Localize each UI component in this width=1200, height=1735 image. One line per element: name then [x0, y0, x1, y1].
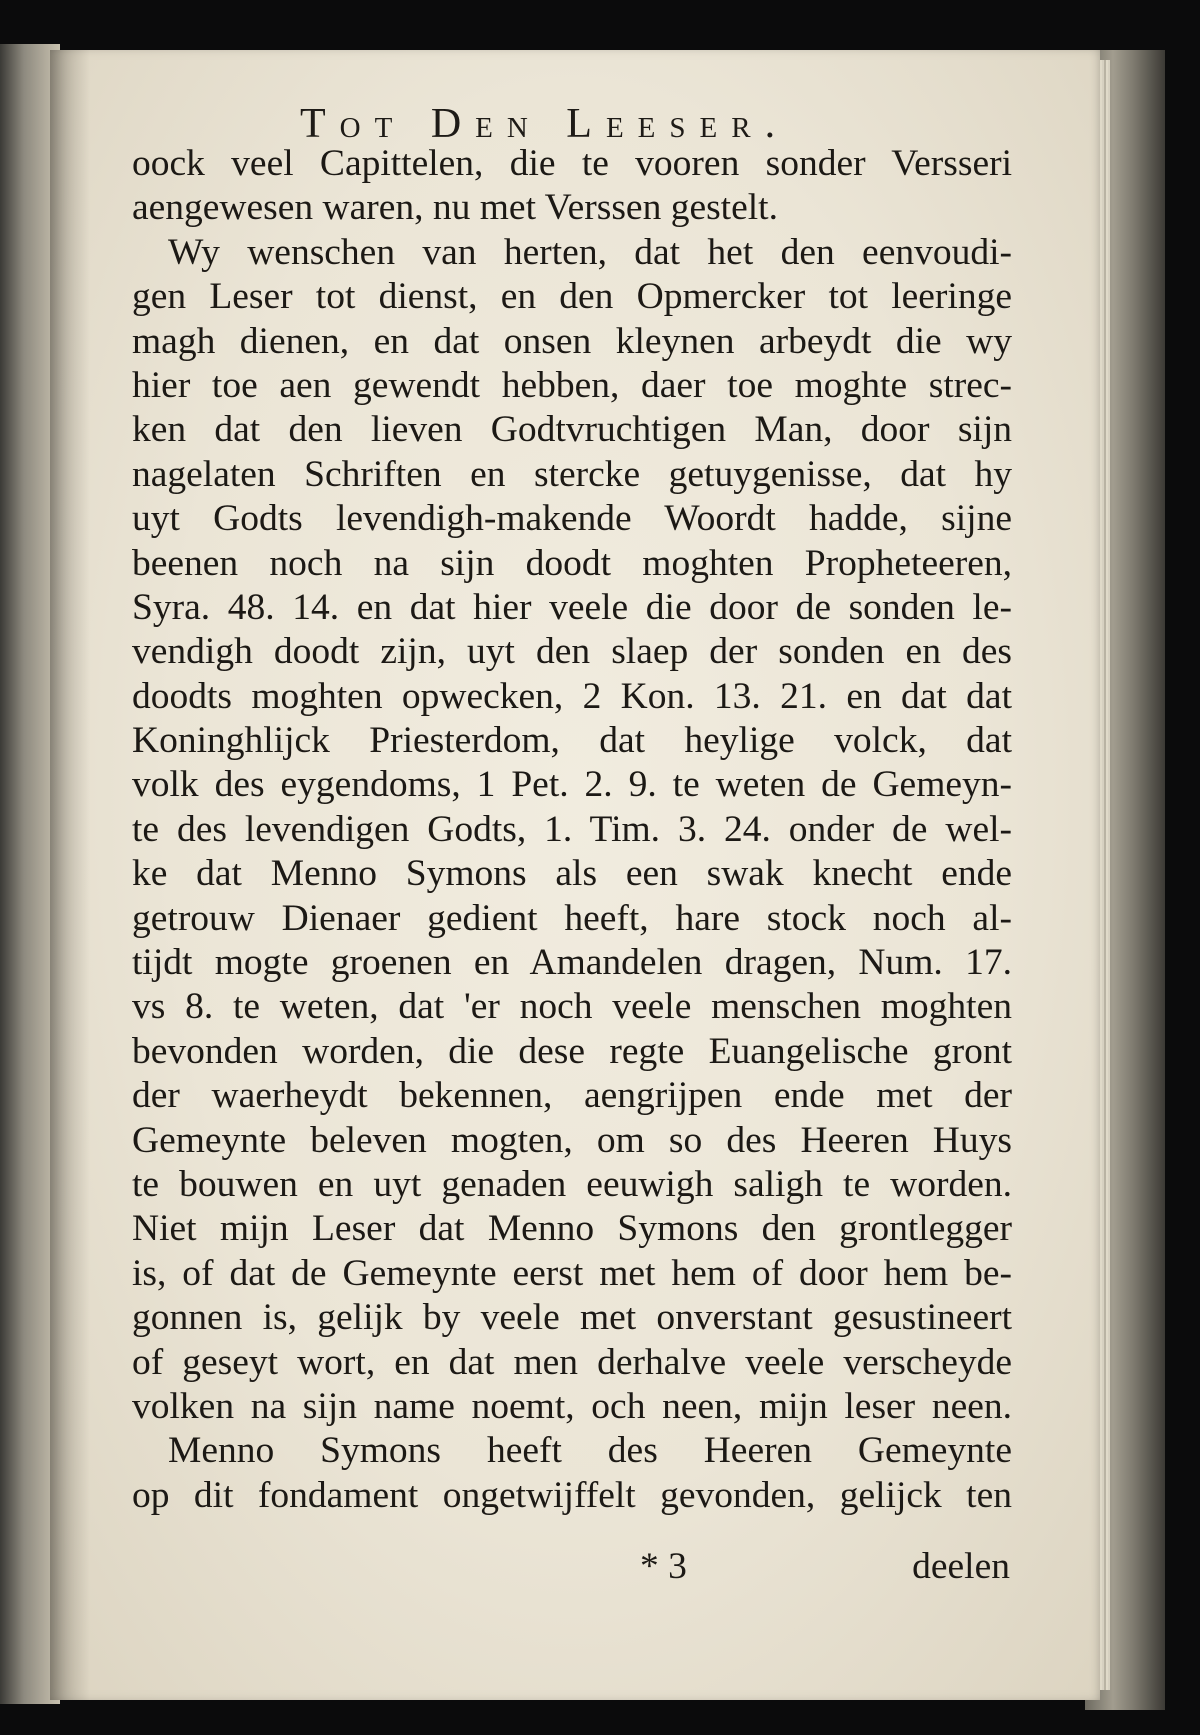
text-line: doodts moghten opwecken, 2 Kon. 13. 21. en dat dat — [132, 675, 1012, 717]
running-title: Tot Den Leeser. — [300, 101, 790, 147]
text-line: ke dat Menno Symons als een swak knecht ende — [132, 853, 1012, 895]
page-footer — [640, 1545, 1010, 1595]
text-line: getrouw Dienaer gedient heeft, hare stock noch al- — [132, 897, 1012, 939]
text-line: Koninghlijck Priesterdom, dat heylige volck, dat — [132, 720, 1012, 762]
catchword: deelen — [912, 1546, 1010, 1587]
text-line: Wy wenschen van herten, dat het den eenvoudi- — [168, 231, 1012, 273]
text-line: Niet mijn Leser dat Menno Symons den grontlegger — [132, 1208, 1012, 1250]
text-line: der waerheydt bekennen, aengrijpen ende met der — [132, 1075, 1012, 1117]
text-line: gen Leser tot dienst, en den Opmercker tot leeringe — [132, 276, 1012, 318]
text-line: ken dat den lieven Godtvruchtigen Man, door sijn — [132, 409, 1012, 451]
text-line: uyt Godts levendigh-makende Woordt hadde, sijne — [132, 498, 1012, 540]
text-line: op dit fondament ongetwijffelt gevonden, gelijck ten — [132, 1474, 1012, 1516]
text-line: vs 8. te weten, dat 'er noch veele menschen moghten — [132, 986, 1012, 1028]
signature-mark: * 3 — [640, 1546, 687, 1587]
text-line: volk des eygendoms, 1 Pet. 2. 9. te weten de Gemeyn- — [132, 764, 1012, 806]
text-line: bevonden worden, die dese regte Euangelische gront — [132, 1030, 1012, 1072]
text-line: magh dienen, en dat onsen kleynen arbeydt die wy — [132, 320, 1012, 362]
body-text — [132, 142, 1012, 1518]
text-line: gonnen is, gelijk by veele met onverstant gesustineert — [132, 1297, 1012, 1339]
text-line: oock veel Capittelen, die te vooren sonder Versseri — [132, 143, 1012, 184]
text-line: volken na sijn name noemt, och neen, mijn leser neen. — [132, 1385, 1012, 1427]
text-line: Syra. 48. 14. en dat hier veele die door de sonden le- — [132, 586, 1012, 628]
gutter-shadow — [50, 50, 90, 1700]
text-line: of geseyt wort, en dat men derhalve veele verscheyde — [132, 1341, 1012, 1383]
text-line: vendigh doodt zijn, uyt den slaep der sonden en des — [132, 631, 1012, 673]
text-line: Gemeynte beleven mogten, om so des Heeren Huys — [132, 1119, 1012, 1161]
text-line: hier toe aen gewendt hebben, daer toe moghte strec- — [132, 364, 1012, 406]
text-line: te bouwen en uyt genaden eeuwigh saligh te worden. — [132, 1163, 1012, 1205]
text-line: Menno Symons heeft des Heeren Gemeynte — [168, 1430, 1012, 1472]
text-line: aengewesen waren, nu met Verssen gestelt. — [132, 187, 778, 229]
text-line: is, of dat de Gemeynte eerst met hem of door hem be- — [132, 1252, 1012, 1294]
text-line: beenen noch na sijn doodt moghten Propheteeren, — [132, 542, 1012, 584]
text-line: nagelaten Schriften en stercke getuygenisse, dat hy — [132, 453, 1012, 495]
text-line: tijdt mogte groenen en Amandelen dragen, Num. 17. — [132, 942, 1012, 984]
text-line: te des levendigen Godts, 1. Tim. 3. 24. onder de wel- — [132, 808, 1012, 850]
